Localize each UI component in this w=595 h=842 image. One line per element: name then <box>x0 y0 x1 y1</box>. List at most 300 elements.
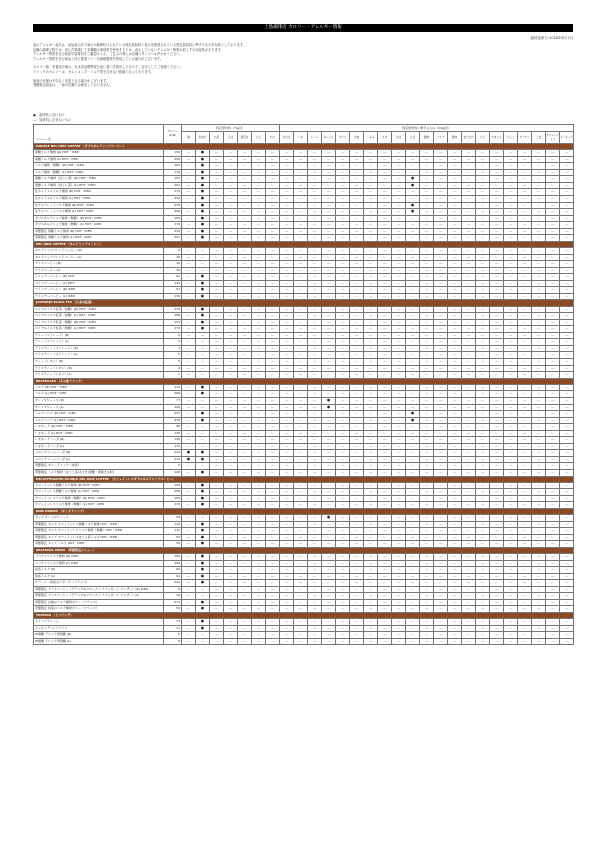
allergen-absent-mark: ― <box>476 489 490 496</box>
allergen-absent-mark: ― <box>322 567 336 574</box>
allergen-absent-mark: ― <box>448 495 462 502</box>
allergen-absent-mark: ― <box>266 534 280 541</box>
allergen-absent-mark: ― <box>196 586 210 593</box>
allergen-absent-mark: ― <box>210 580 224 587</box>
allergen-absent-mark: ― <box>532 156 546 163</box>
allergen-absent-mark: ― <box>294 169 308 176</box>
allergen-absent-mark: ― <box>308 182 322 189</box>
allergen-absent-mark: ― <box>308 430 322 437</box>
allergen-absent-mark: ― <box>294 450 308 457</box>
allergen-absent-mark: ― <box>266 267 280 274</box>
group-header-recommended: 特定原材料に準ずるもの（20品目） <box>280 125 574 132</box>
allergen-absent-mark: ― <box>280 352 294 359</box>
allergen-absent-mark: ― <box>518 196 532 203</box>
allergen-absent-mark: ― <box>294 619 308 626</box>
allergen-absent-mark: ― <box>252 463 266 470</box>
allergen-absent-mark: ― <box>224 469 238 476</box>
allergen-absent-mark: ― <box>560 586 574 593</box>
allergen-absent-mark: ― <box>406 437 420 444</box>
allergen-absent-mark: ― <box>434 495 448 502</box>
document-title: 上島珈琲店 カロリー・アレルギー情報 <box>33 24 573 32</box>
allergen-absent-mark: ― <box>518 359 532 366</box>
allergen-absent-mark: ― <box>546 189 560 196</box>
allergen-present-mark: ● <box>196 469 210 476</box>
allergen-absent-mark: ― <box>350 261 364 268</box>
kcal-value: 212 <box>164 456 182 463</box>
allergen-absent-mark: ― <box>336 345 350 352</box>
allergen-absent-mark: ― <box>336 560 350 567</box>
allergen-absent-mark: ― <box>182 586 196 593</box>
menu-name: ミルクココア (L) HOT・ICED <box>34 417 164 424</box>
allergen-absent-mark: ― <box>294 397 308 404</box>
allergen-absent-mark: ― <box>504 182 518 189</box>
allergen-absent-mark: ― <box>308 248 322 255</box>
allergen-absent-mark: ― <box>476 267 490 274</box>
allergen-absent-mark: ― <box>434 560 448 567</box>
allergen-absent-mark: ― <box>336 495 350 502</box>
allergen-absent-mark: ― <box>448 384 462 391</box>
allergen-absent-mark: ― <box>224 424 238 431</box>
allergen-absent-mark: ― <box>434 515 448 522</box>
allergen-absent-mark: ― <box>224 560 238 567</box>
allergen-absent-mark: ― <box>224 489 238 496</box>
allergen-absent-mark: ― <box>210 606 224 613</box>
allergen-absent-mark: ― <box>266 502 280 509</box>
allergen-absent-mark: ― <box>224 456 238 463</box>
allergen-absent-mark: ― <box>504 437 518 444</box>
allergen-absent-mark: ― <box>560 280 574 287</box>
allergen-absent-mark: ― <box>504 222 518 229</box>
allergen-absent-mark: ― <box>504 521 518 528</box>
allergen-absent-mark: ― <box>560 156 574 163</box>
allergen-absent-mark: ― <box>280 332 294 339</box>
allergen-absent-mark: ― <box>252 293 266 300</box>
allergen-absent-mark: ― <box>224 306 238 313</box>
allergen-absent-mark: ― <box>238 515 252 522</box>
menu-name: カフェインレス黒糖ミルク珈琲 (R) HOT・ICED <box>34 482 164 489</box>
allergen-absent-mark: ― <box>308 365 322 372</box>
allergen-absent-mark: ― <box>434 463 448 470</box>
allergen-absent-mark: ― <box>336 313 350 320</box>
kcal-value: 176 <box>164 222 182 229</box>
allergen-absent-mark: ― <box>336 156 350 163</box>
allergen-absent-mark: ― <box>546 182 560 189</box>
allergen-absent-mark: ― <box>196 404 210 411</box>
allergen-absent-mark: ― <box>434 359 448 366</box>
allergen-absent-mark: ― <box>476 411 490 418</box>
allergen-absent-mark: ― <box>266 326 280 333</box>
allergen-absent-mark: ― <box>518 209 532 216</box>
allergen-absent-mark: ― <box>210 228 224 235</box>
allergen-absent-mark: ― <box>294 306 308 313</box>
kcal-value: 0 <box>164 586 182 593</box>
allergen-absent-mark: ― <box>224 287 238 294</box>
allergen-absent-mark: ― <box>336 254 350 261</box>
allergen-absent-mark: ― <box>560 222 574 229</box>
allergen-absent-mark: ― <box>350 632 364 639</box>
allergen-absent-mark: ― <box>406 215 420 222</box>
allergen-absent-mark: ― <box>420 359 434 366</box>
allergen-absent-mark: ― <box>294 411 308 418</box>
allergen-absent-mark: ― <box>532 443 546 450</box>
allergen-absent-mark: ― <box>392 489 406 496</box>
menu-name: カフェインレスミルク珈琲（無糖）(L) HOT・ICED <box>34 502 164 509</box>
allergen-absent-mark: ― <box>364 261 378 268</box>
allergen-absent-mark: ― <box>462 150 476 157</box>
allergen-absent-mark: ― <box>420 352 434 359</box>
allergen-absent-mark: ― <box>476 521 490 528</box>
allergen-absent-mark: ― <box>392 437 406 444</box>
allergen-absent-mark: ― <box>266 215 280 222</box>
allergen-absent-mark: ― <box>322 293 336 300</box>
allergen-absent-mark: ― <box>238 469 252 476</box>
allergen-absent-mark: ― <box>476 313 490 320</box>
allergen-absent-mark: ― <box>252 424 266 431</box>
allergen-absent-mark: ― <box>364 156 378 163</box>
allergen-absent-mark: ― <box>350 352 364 359</box>
allergen-absent-mark: ― <box>420 384 434 391</box>
allergen-absent-mark: ― <box>392 352 406 359</box>
allergen-absent-mark: ― <box>182 482 196 489</box>
allergen-absent-mark: ― <box>182 424 196 431</box>
allergen-absent-mark: ― <box>280 502 294 509</box>
allergen-absent-mark: ― <box>336 267 350 274</box>
menu-name: 生キャラメルミルク珈琲 (R) HOT・ICED <box>34 189 164 196</box>
allergen-absent-mark: ― <box>182 469 196 476</box>
allergen-present-mark: ● <box>196 417 210 424</box>
allergen-absent-mark: ― <box>364 534 378 541</box>
allergen-absent-mark: ― <box>336 202 350 209</box>
allergen-absent-mark: ― <box>448 437 462 444</box>
allergen-absent-mark: ― <box>546 638 560 645</box>
allergen-present-mark: ● <box>196 495 210 502</box>
allergen-absent-mark: ― <box>238 619 252 626</box>
allergen-absent-mark: ― <box>210 599 224 606</box>
allergen-present-mark: ● <box>322 515 336 522</box>
kcal-value: 50 <box>164 534 182 541</box>
allergen-absent-mark: ― <box>504 404 518 411</box>
allergen-absent-mark: ― <box>420 625 434 632</box>
allergen-absent-mark: ― <box>308 573 322 580</box>
allergen-absent-mark: ― <box>280 411 294 418</box>
allergen-absent-mark: ― <box>546 372 560 379</box>
allergen-absent-mark: ― <box>350 228 364 235</box>
allergen-absent-mark: ― <box>280 339 294 346</box>
allergen-absent-mark: ― <box>336 287 350 294</box>
allergen-absent-mark: ― <box>434 182 448 189</box>
allergen-absent-mark: ― <box>336 489 350 496</box>
allergen-absent-mark: ― <box>490 528 504 535</box>
allergen-absent-mark: ― <box>350 176 364 183</box>
allergen-absent-mark: ― <box>434 384 448 391</box>
allergen-absent-mark: ― <box>350 489 364 496</box>
allergen-absent-mark: ― <box>266 443 280 450</box>
allergen-absent-mark: ― <box>378 424 392 431</box>
allergen-header: アーモンド <box>560 132 574 144</box>
allergen-absent-mark: ― <box>364 339 378 346</box>
allergen-absent-mark: ― <box>462 176 476 183</box>
menu-name: カフェインレスミルク珈琲（無糖）(R) HOT・ICED <box>34 495 164 502</box>
allergen-absent-mark: ― <box>490 391 504 398</box>
allergen-absent-mark: ― <box>210 326 224 333</box>
kcal-value: 347 <box>164 235 182 242</box>
allergen-absent-mark: ― <box>392 430 406 437</box>
allergen-absent-mark: ― <box>560 404 574 411</box>
allergen-absent-mark: ― <box>252 528 266 535</box>
allergen-absent-mark: ― <box>504 573 518 580</box>
allergen-absent-mark: ― <box>252 469 266 476</box>
allergen-absent-mark: ― <box>364 580 378 587</box>
allergen-absent-mark: ― <box>350 515 364 522</box>
allergen-present-mark: ● <box>196 541 210 548</box>
allergen-absent-mark: ― <box>336 222 350 229</box>
allergen-absent-mark: ― <box>518 515 532 522</box>
allergen-absent-mark: ― <box>532 202 546 209</box>
allergen-present-mark: ● <box>182 450 196 457</box>
allergen-absent-mark: ― <box>182 495 196 502</box>
allergen-absent-mark: ― <box>280 345 294 352</box>
allergen-absent-mark: ― <box>504 313 518 320</box>
allergen-absent-mark: ― <box>308 339 322 346</box>
allergen-absent-mark: ― <box>364 345 378 352</box>
allergen-absent-mark: ― <box>378 521 392 528</box>
allergen-absent-mark: ― <box>266 424 280 431</box>
allergen-absent-mark: ― <box>210 169 224 176</box>
allergen-absent-mark: ― <box>490 502 504 509</box>
allergen-absent-mark: ― <box>532 554 546 561</box>
allergen-absent-mark: ― <box>252 521 266 528</box>
allergen-absent-mark: ― <box>378 456 392 463</box>
allergen-absent-mark: ― <box>238 391 252 398</box>
allergen-absent-mark: ― <box>238 274 252 281</box>
allergen-absent-mark: ― <box>238 560 252 567</box>
allergen-absent-mark: ― <box>266 638 280 645</box>
allergen-absent-mark: ― <box>532 573 546 580</box>
allergen-absent-mark: ― <box>392 632 406 639</box>
kcal-value: 6 <box>164 632 182 639</box>
allergen-absent-mark: ― <box>462 515 476 522</box>
allergen-absent-mark: ― <box>280 495 294 502</box>
allergen-absent-mark: ― <box>406 397 420 404</box>
allergen-absent-mark: ― <box>434 163 448 170</box>
allergen-absent-mark: ― <box>266 599 280 606</box>
allergen-absent-mark: ― <box>322 541 336 548</box>
allergen-absent-mark: ― <box>434 156 448 163</box>
allergen-absent-mark: ― <box>490 163 504 170</box>
allergen-absent-mark: ― <box>420 456 434 463</box>
allergen-absent-mark: ― <box>504 156 518 163</box>
allergen-absent-mark: ― <box>462 424 476 431</box>
allergen-absent-mark: ― <box>378 430 392 437</box>
allergen-absent-mark: ― <box>210 541 224 548</box>
allergen-absent-mark: ― <box>392 196 406 203</box>
allergen-absent-mark: ― <box>252 261 266 268</box>
allergen-absent-mark: ― <box>238 502 252 509</box>
allergen-absent-mark: ― <box>518 495 532 502</box>
allergen-absent-mark: ― <box>238 625 252 632</box>
allergen-absent-mark: ― <box>210 573 224 580</box>
allergen-absent-mark: ― <box>378 495 392 502</box>
allergen-header: ごま <box>532 132 546 144</box>
allergen-absent-mark: ― <box>364 365 378 372</box>
allergen-absent-mark: ― <box>378 359 392 366</box>
allergen-absent-mark: ― <box>196 339 210 346</box>
allergen-absent-mark: ― <box>490 593 504 600</box>
allergen-present-mark: ● <box>196 215 210 222</box>
allergen-absent-mark: ― <box>182 567 196 574</box>
allergen-absent-mark: ― <box>322 326 336 333</box>
allergen-absent-mark: ― <box>322 430 336 437</box>
allergen-absent-mark: ― <box>182 332 196 339</box>
allergen-absent-mark: ― <box>462 411 476 418</box>
allergen-absent-mark: ― <box>210 521 224 528</box>
allergen-header: そば <box>224 132 238 144</box>
allergen-absent-mark: ― <box>322 345 336 352</box>
allergen-absent-mark: ― <box>392 280 406 287</box>
allergen-absent-mark: ― <box>518 593 532 600</box>
kcal-value: 91 <box>164 287 182 294</box>
allergen-absent-mark: ― <box>364 215 378 222</box>
allergen-absent-mark: ― <box>504 352 518 359</box>
allergen-absent-mark: ― <box>392 274 406 281</box>
allergen-absent-mark: ― <box>364 182 378 189</box>
allergen-absent-mark: ― <box>322 586 336 593</box>
allergen-present-mark: ● <box>196 189 210 196</box>
allergen-absent-mark: ― <box>350 163 364 170</box>
allergen-absent-mark: ― <box>434 482 448 489</box>
allergen-absent-mark: ― <box>210 372 224 379</box>
allergen-absent-mark: ― <box>406 372 420 379</box>
allergen-absent-mark: ― <box>294 326 308 333</box>
allergen-absent-mark: ― <box>448 502 462 509</box>
allergen-absent-mark: ― <box>546 495 560 502</box>
allergen-absent-mark: ― <box>280 632 294 639</box>
allergen-present-mark: ● <box>196 521 210 528</box>
allergen-absent-mark: ― <box>364 228 378 235</box>
allergen-absent-mark: ― <box>490 632 504 639</box>
allergen-absent-mark: ― <box>224 202 238 209</box>
allergen-absent-mark: ― <box>448 261 462 268</box>
allergen-absent-mark: ― <box>322 176 336 183</box>
allergen-absent-mark: ― <box>294 599 308 606</box>
allergen-absent-mark: ― <box>252 319 266 326</box>
allergen-header: あわび <box>280 132 294 144</box>
allergen-absent-mark: ― <box>448 404 462 411</box>
kcal-value: 8 <box>164 638 182 645</box>
allergen-absent-mark: ― <box>336 306 350 313</box>
allergen-absent-mark: ― <box>224 463 238 470</box>
allergen-absent-mark: ― <box>280 196 294 203</box>
kcal-value: 136 <box>164 293 182 300</box>
allergen-absent-mark: ― <box>308 638 322 645</box>
allergen-absent-mark: ― <box>308 456 322 463</box>
allergen-absent-mark: ― <box>490 345 504 352</box>
allergen-absent-mark: ― <box>224 261 238 268</box>
allergen-absent-mark: ― <box>182 254 196 261</box>
allergen-absent-mark: ― <box>322 417 336 424</box>
allergen-absent-mark: ― <box>560 489 574 496</box>
allergen-absent-mark: ― <box>322 495 336 502</box>
allergen-absent-mark: ― <box>420 156 434 163</box>
allergen-absent-mark: ― <box>182 391 196 398</box>
allergen-absent-mark: ― <box>420 222 434 229</box>
allergen-absent-mark: ― <box>532 235 546 242</box>
allergen-absent-mark: ― <box>294 534 308 541</box>
allergen-absent-mark: ― <box>308 372 322 379</box>
allergen-absent-mark: ― <box>560 209 574 216</box>
allergen-absent-mark: ― <box>392 228 406 235</box>
allergen-absent-mark: ― <box>280 580 294 587</box>
kcal-value: 151 <box>164 176 182 183</box>
allergen-absent-mark: ― <box>308 391 322 398</box>
allergen-absent-mark: ― <box>532 417 546 424</box>
allergen-absent-mark: ― <box>518 176 532 183</box>
allergen-absent-mark: ― <box>322 215 336 222</box>
kcal-value: 146 <box>164 469 182 476</box>
allergen-absent-mark: ― <box>490 215 504 222</box>
allergen-absent-mark: ― <box>406 352 420 359</box>
allergen-absent-mark: ― <box>448 280 462 287</box>
allergen-absent-mark: ― <box>560 521 574 528</box>
allergen-absent-mark: ― <box>392 404 406 411</box>
allergen-absent-mark: ― <box>406 482 420 489</box>
allergen-absent-mark: ― <box>266 586 280 593</box>
allergen-absent-mark: ― <box>196 463 210 470</box>
allergen-absent-mark: ― <box>532 365 546 372</box>
allergen-absent-mark: ― <box>476 469 490 476</box>
allergen-absent-mark: ― <box>518 372 532 379</box>
allergen-absent-mark: ― <box>434 215 448 222</box>
allergen-absent-mark: ― <box>532 515 546 522</box>
allergen-absent-mark: ― <box>476 528 490 535</box>
allergen-absent-mark: ― <box>266 372 280 379</box>
allergen-absent-mark: ― <box>434 345 448 352</box>
allergen-absent-mark: ― <box>336 280 350 287</box>
allergen-absent-mark: ― <box>546 306 560 313</box>
allergen-absent-mark: ― <box>280 274 294 281</box>
allergen-absent-mark: ― <box>364 593 378 600</box>
allergen-header: 大豆 <box>406 132 420 144</box>
allergen-absent-mark: ― <box>210 202 224 209</box>
allergen-absent-mark: ― <box>560 254 574 261</box>
allergen-absent-mark: ― <box>266 528 280 535</box>
allergen-absent-mark: ― <box>462 339 476 346</box>
allergen-absent-mark: ― <box>518 391 532 398</box>
allergen-absent-mark: ― <box>364 456 378 463</box>
allergen-absent-mark: ― <box>532 521 546 528</box>
section-header: DOUBLE NEL DRIP COFFEE （ダブルネルドリップコーヒー） <box>34 144 574 150</box>
allergen-absent-mark: ― <box>238 404 252 411</box>
allergen-absent-mark: ― <box>350 215 364 222</box>
allergen-absent-mark: ― <box>490 274 504 281</box>
allergen-absent-mark: ― <box>392 463 406 470</box>
allergen-absent-mark: ― <box>406 638 420 645</box>
allergen-absent-mark: ― <box>280 182 294 189</box>
allergen-absent-mark: ― <box>420 293 434 300</box>
allergen-absent-mark: ― <box>266 202 280 209</box>
allergen-absent-mark: ― <box>448 560 462 567</box>
allergen-absent-mark: ― <box>462 156 476 163</box>
allergen-absent-mark: ― <box>294 573 308 580</box>
allergen-absent-mark: ― <box>518 541 532 548</box>
allergen-absent-mark: ― <box>336 625 350 632</box>
allergen-present-mark: ● <box>196 274 210 281</box>
allergen-absent-mark: ― <box>560 176 574 183</box>
allergen-absent-mark: ― <box>420 182 434 189</box>
allergen-absent-mark: ― <box>490 638 504 645</box>
allergen-absent-mark: ― <box>476 443 490 450</box>
allergen-absent-mark: ― <box>378 339 392 346</box>
